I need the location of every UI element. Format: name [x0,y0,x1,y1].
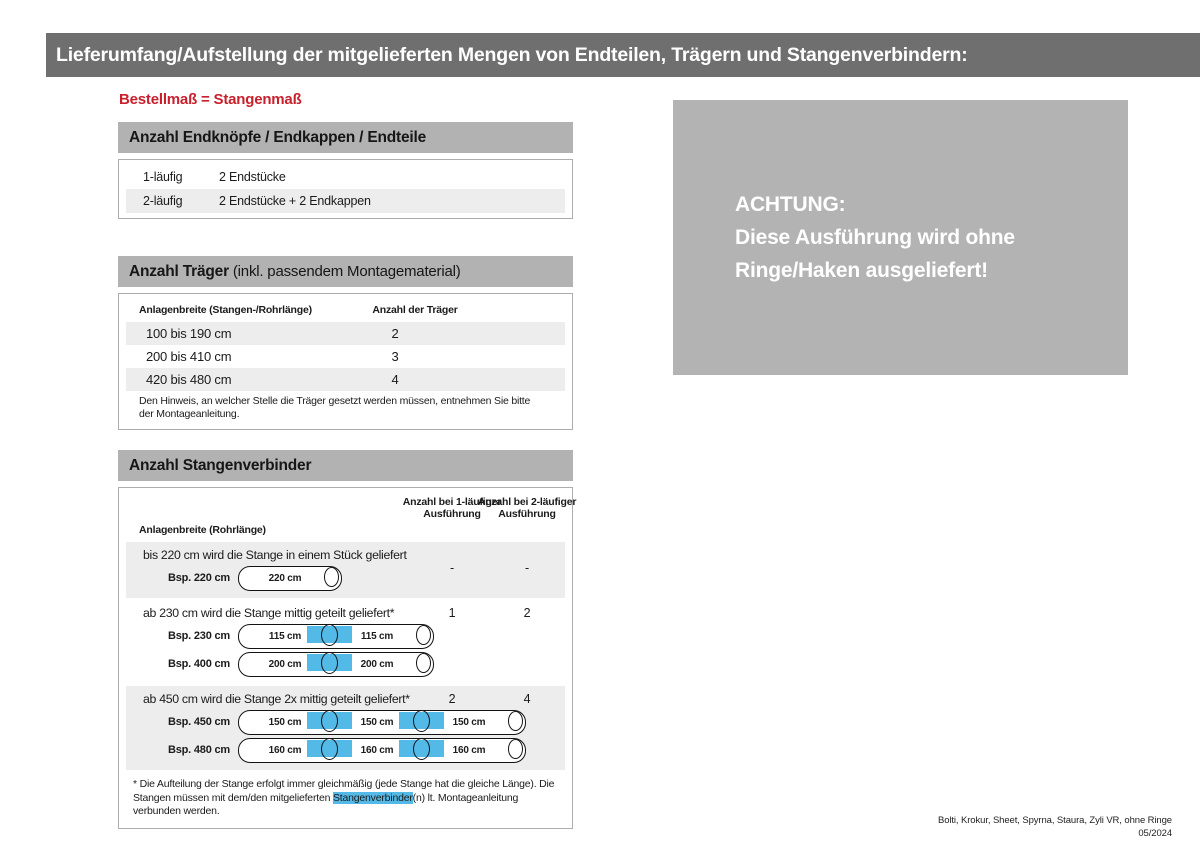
page-footer [938,815,1172,840]
rod-segment-length: 200 cm [268,658,302,670]
variant-label: 1-läufig [143,170,183,184]
rod-diagram [238,738,526,763]
section-header-traeger [118,256,573,287]
rod-segment-length: 160 cm [452,744,486,756]
footer-date: 05/2024 [1138,827,1172,839]
rod-endcap-icon [416,653,431,673]
footnote-pre: * Die Aufteilung der Stange erfolgt immer gleichmäßig (jede Stange hat die gleiche Länge). Die Stangen müssen mit dem/den mitgelieferten [133,778,555,804]
breite-value: 420 bis 480 cm [146,372,232,387]
rod-segment-length: 150 cm [452,716,486,728]
rod-group-bis-220 [126,542,565,598]
section-header-bold: Anzahl Träger [129,263,229,280]
breite-value: 100 bis 190 cm [146,326,232,341]
footnote-post: (n) lt. Montageanleitung verbunden werden. [133,791,519,817]
anzahl-value: 2 [391,326,399,341]
stangenverbinder-table [118,487,577,829]
rod-segment-length: 160 cm [360,744,394,756]
achtung-box [673,100,1128,375]
rod-segment-length: 115 cm [360,630,394,642]
count-1-laeufig: 1 [448,606,456,620]
table-row [126,368,565,391]
group-description: ab 450 cm wird die Stange 2x mittig geteilt geliefert* [143,692,410,706]
rod-diagram [238,624,434,649]
achtung-line: ACHTUNG: [735,193,846,216]
page-title: Lieferumfang/Aufstellung der mitgelieferten Mengen von Endteilen, Trägern und Stangenverbindern: [56,44,968,66]
variant-label: 2-läufig [143,194,183,208]
rod-segment-length: 150 cm [360,716,394,728]
footnote [128,776,563,828]
achtung-text [735,188,1015,287]
rod-segment-length: 150 cm [268,716,302,728]
page-title-bar [46,33,1200,77]
footnote-highlight: Stangenverbinder [332,791,413,804]
column-header-breite: Anlagenbreite (Stangen-/Rohrlänge) [139,304,312,316]
parts-value: 2 Endstücke + 2 Endkappen [219,194,371,208]
traeger-table [118,293,573,430]
rod-example-label: Bsp. 480 cm [167,744,230,756]
table-header-row [126,302,565,322]
rod-diagram [238,566,342,591]
table-row [126,189,565,213]
parts-value: 2 Endstücke [219,170,286,184]
rod-endcap-icon [416,625,431,645]
rod-example-label: Bsp. 400 cm [167,658,230,670]
table-row [126,322,565,345]
rod-segment-length: 160 cm [268,744,302,756]
table-header-row [126,494,577,540]
rod-example-label: Bsp. 450 cm [167,716,230,728]
rod-example-row [126,708,565,736]
count-1-laeufig: - [450,561,454,575]
rod-example-row [126,622,565,650]
count-2-laeufig: - [525,561,529,575]
section-header-normal: (inkl. passendem Montagematerial) [228,263,461,280]
rod-diagram [238,652,434,677]
column-header-anzahl: Anzahl der Träger [372,304,458,316]
breite-value: 200 bis 410 cm [146,349,232,364]
endteile-table [118,159,573,219]
section-header-endteile: Anzahl Endknöpfe / Endkappen / Endteile [118,122,573,153]
rod-segment-length: 115 cm [268,630,302,642]
column-header-2-laeufig: Anzahl bei 2-läufiger Ausführung [477,496,577,520]
count-2-laeufig: 2 [523,606,531,620]
order-size-note: Bestellmaß = Stangenmaß [119,91,302,108]
rod-example-label: Bsp. 230 cm [167,630,230,642]
rod-endcap-icon [508,711,523,731]
rod-group-ab-230 [126,600,565,684]
footer-products: Bolti, Krokur, Sheet, Spyrna, Staura, Zyli VR, ohne Ringe [937,815,1172,826]
rod-diagram [238,710,526,735]
rod-segment-length: 220 cm [268,572,302,584]
section-header-stangenverbinder: Anzahl Stangenverbinder [118,450,573,481]
count-2-laeufig: 4 [523,692,531,706]
count-1-laeufig: 2 [448,692,456,706]
column-header-1-laeufig: Anzahl bei 1-läufiger Ausführung [402,496,502,520]
rod-endcap-icon [508,739,523,759]
achtung-line: Ringe/Haken ausgeliefert! [735,259,988,282]
rod-segment-length: 200 cm [360,658,394,670]
main-content-column [118,91,577,829]
rod-group-ab-450 [126,686,565,770]
anzahl-value: 3 [391,349,399,364]
group-description: bis 220 cm wird die Stange in einem Stück geliefert [143,548,407,562]
table-row [126,345,565,368]
column-header-breite: Anlagenbreite (Rohrlänge) [139,524,266,536]
rod-example-row [126,650,565,678]
anzahl-value: 4 [391,372,399,387]
rod-example-label: Bsp. 220 cm [167,572,230,584]
group-description: ab 230 cm wird die Stange mittig geteilt geliefert* [143,606,395,620]
traeger-note: Den Hinweis, an welcher Stelle die Träger gesetzt werden müssen, entnehmen Sie bitte der Montageanleitung. [139,395,531,420]
rod-endcap-icon [324,567,339,587]
table-row [126,165,565,189]
achtung-line: Diese Ausführung wird ohne [735,226,1015,249]
rod-example-row [126,736,565,764]
